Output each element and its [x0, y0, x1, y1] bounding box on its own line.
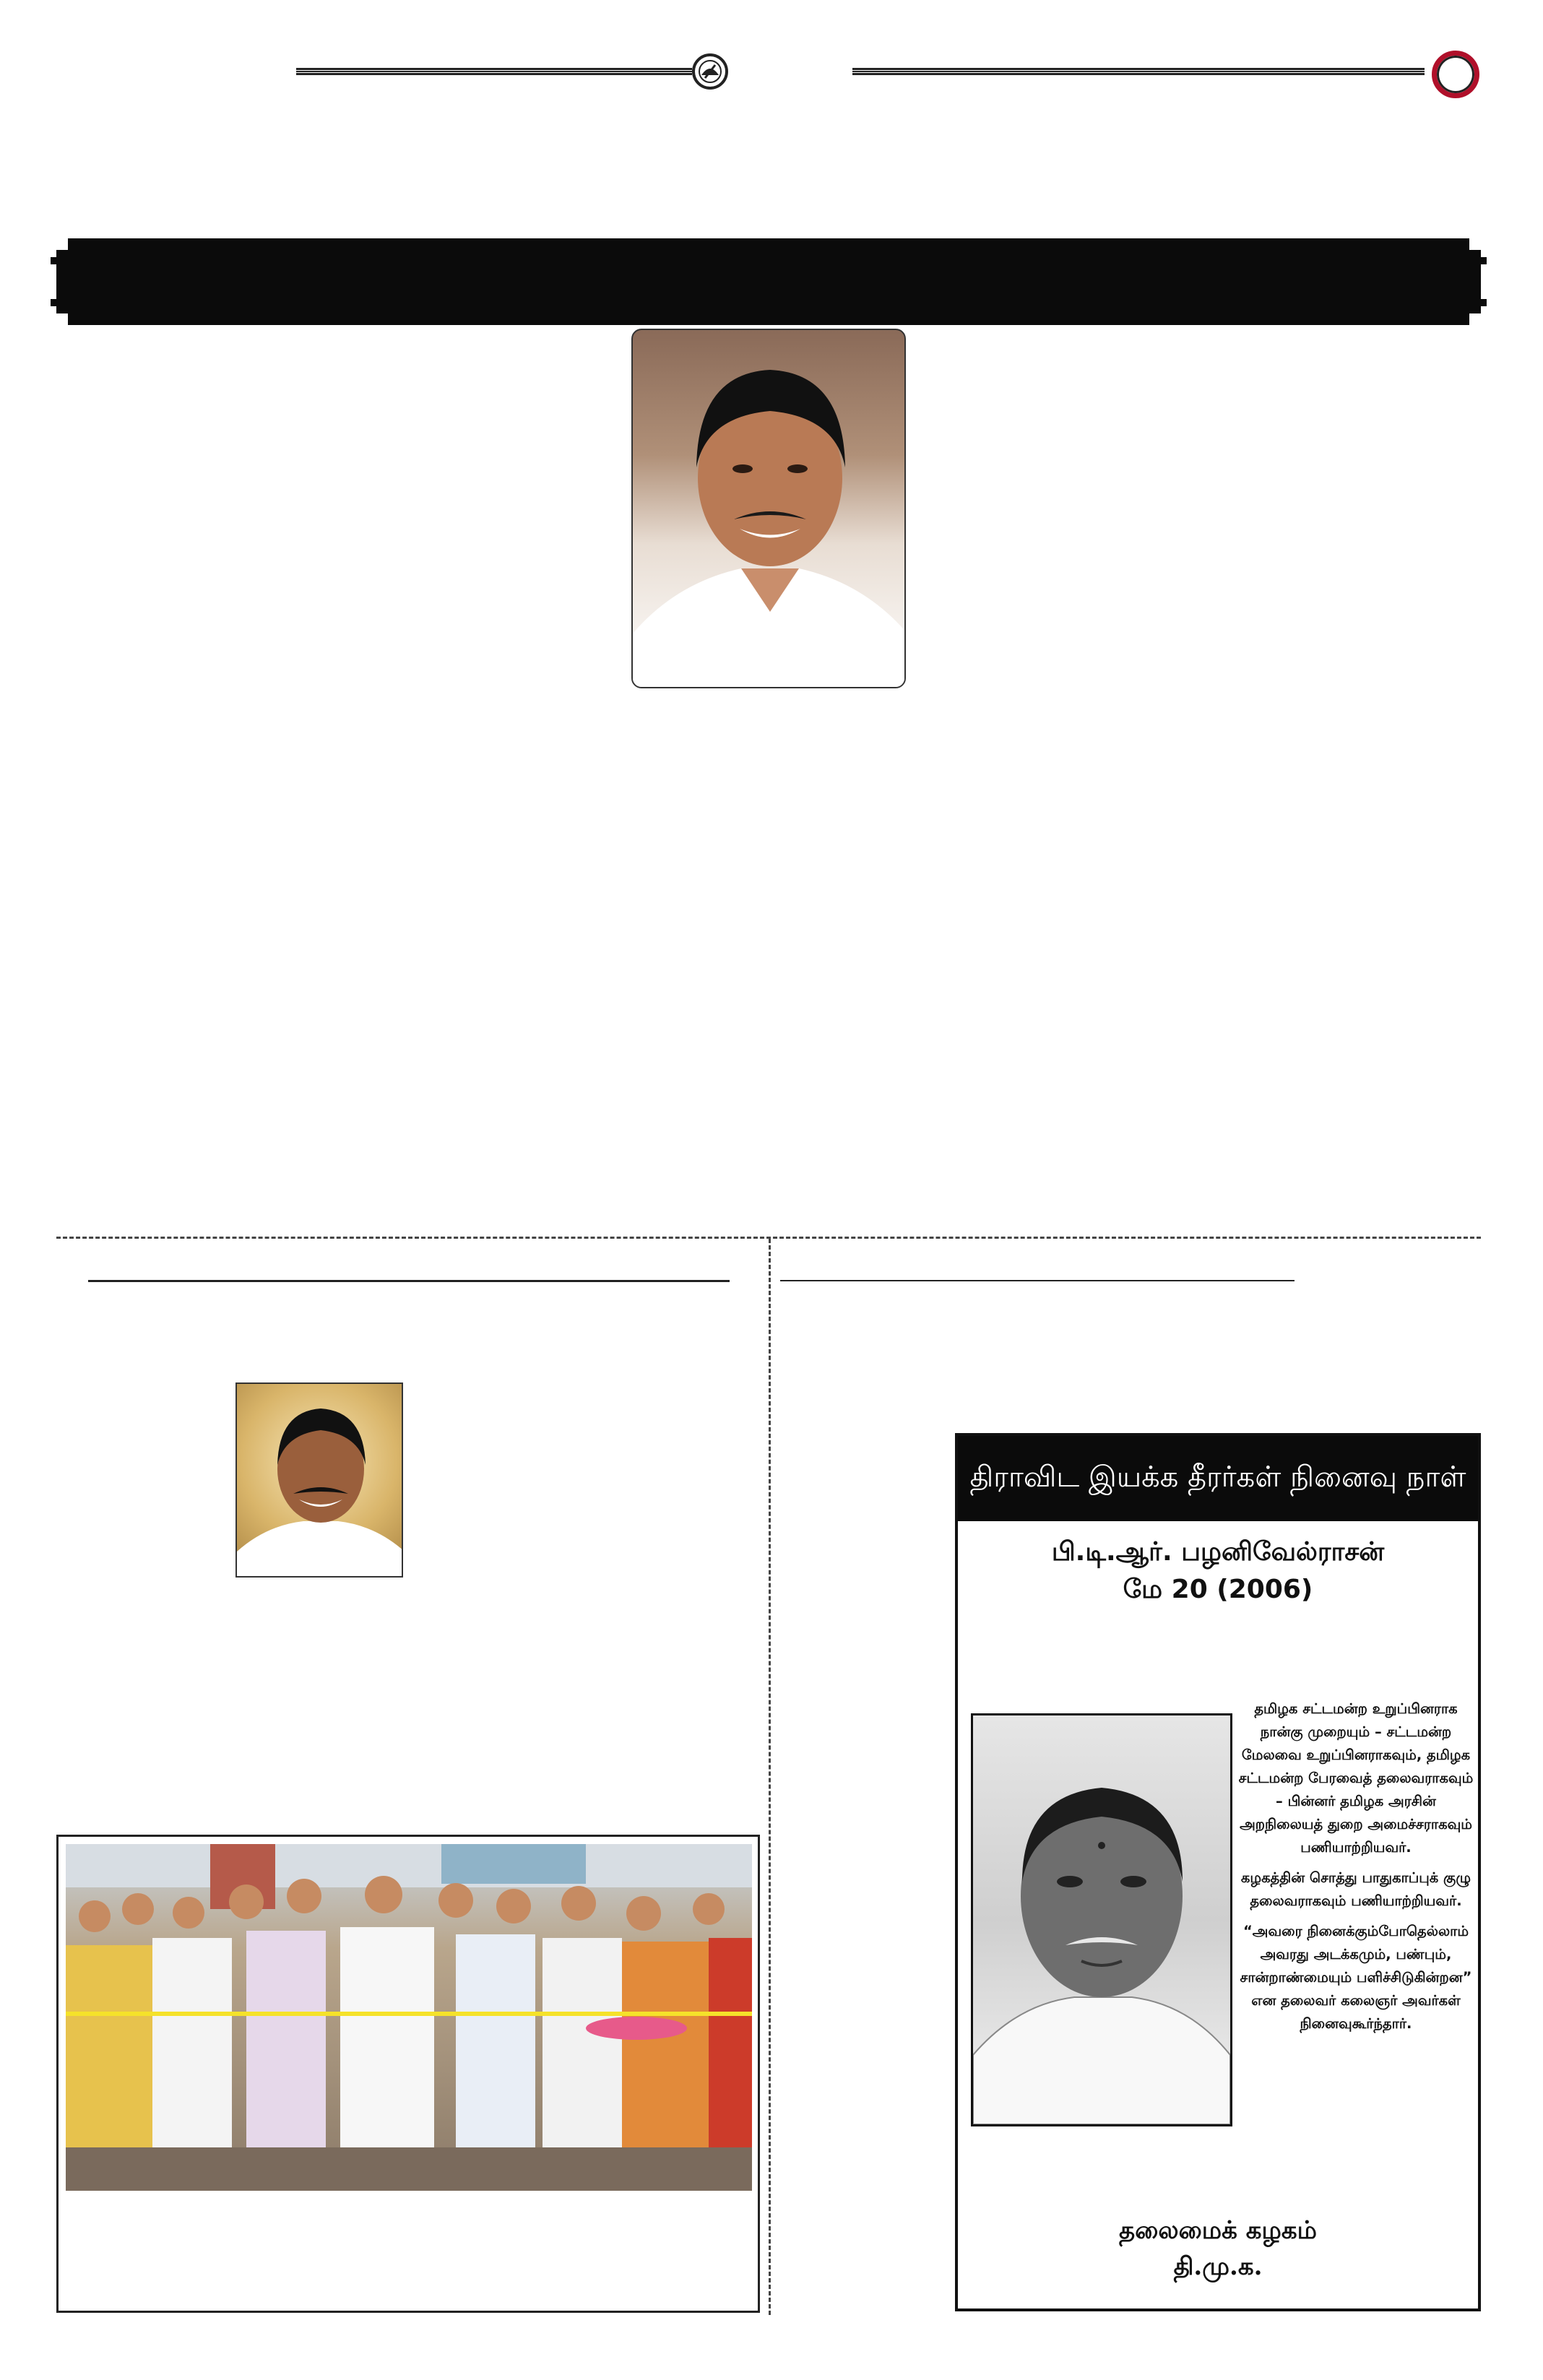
memorial-heading: திராவிட இயக்க தீரர்கள் நினைவு நாள்	[958, 1436, 1478, 1521]
header-rule-left	[296, 68, 692, 75]
memorial-paragraph-2: கழகத்தின் சொத்து பாதுகாப்புக் குழு தலைவராகவும் பணியாற்றியவர்.	[1240, 1869, 1471, 1909]
page-number-circle-icon	[1432, 51, 1479, 98]
ribbon-cutting-photo	[66, 1844, 752, 2191]
memorial-description	[1235, 1697, 1477, 2043]
event-photo-frame	[56, 1835, 760, 2313]
memorial-portrait	[971, 1713, 1232, 2126]
memorial-paragraph-3: “அவரை நினைக்கும்போதெல்லாம் அவரது அடக்கமும், பண்பும், சான்றாண்மையும் பளிச்சிடுகின்றன” என தலைவர் கலைஞர் அவர்கள் நினைவுகூர்ந்தார்.	[1240, 1923, 1472, 2032]
leader-portrait	[631, 329, 906, 688]
headline-banner	[56, 238, 1481, 325]
left-column-rule	[88, 1280, 730, 1282]
memorial-date: மே 20 (2006)	[1123, 1575, 1313, 1604]
header-rule-right	[852, 68, 1425, 75]
minister-portrait	[235, 1382, 403, 1578]
memorial-name: பி.டி.ஆர். பழனிவேல்ராசன்	[1051, 1537, 1385, 1567]
right-column-rule	[780, 1280, 1295, 1281]
rising-sun-emblem-icon	[692, 53, 728, 90]
memorial-notice	[955, 1433, 1481, 2311]
memorial-paragraph-1: தமிழக சட்டமன்ற உறுப்பினராக நான்கு முறையும் – சட்டமன்ற மேலவை உறுப்பினராகவும், தமிழக சட்டமன்ற பேரவைத் தலைவராகவும் – பின்னர் தமிழக அரசின் அறநிலையத் துறை அமைச்சராகவும் பணியாற்றியவர்.	[1238, 1700, 1474, 1856]
memorial-footer-line-1: தலைமைக் கழகம்	[1119, 2216, 1317, 2245]
section-divider-vertical	[769, 1239, 771, 2315]
memorial-footer-line-2: தி.மு.க.	[1173, 2252, 1263, 2281]
